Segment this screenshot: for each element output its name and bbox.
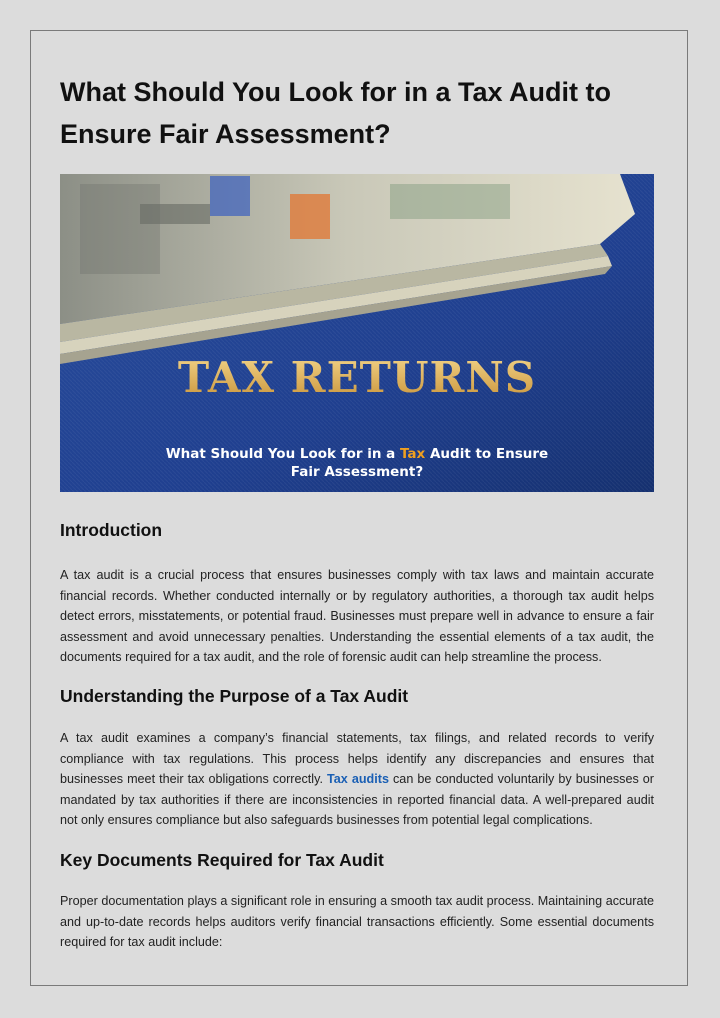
hero-caption-line2: Fair Assessment? <box>290 464 424 480</box>
section-heading-introduction: Introduction <box>60 520 163 540</box>
section-text-purpose <box>60 728 654 831</box>
purpose-text-end: can be conducted voluntarily by businesses or mandated by tax authorities if there are inconsistencies in reported financial data. A well-prepared audit not only ensures compliance but also safeguards businesses from potential legal complications. <box>60 772 654 827</box>
document-title: What Should You Look for in a Tax Audit to Ensure Fair Assessment? <box>60 77 611 149</box>
money-stack-icon <box>60 174 654 492</box>
section-text-introduction: A tax audit is a crucial process that ensures businesses comply with tax laws and maintain accurate financial records. Whether conducted internally or by regulatory authorities, a thorough tax audit helps detect errors, misstatements, or potential fraud. Businesses must prepare well in advance to ensure a fair assessment and avoid unnecessary penalties. Understanding the essential elements of a tax audit, the documents required for a tax audit, and the role of forensic audit can help streamline the process. <box>60 568 654 664</box>
section-heading-documents: Key Documents Required for Tax Audit <box>60 850 384 870</box>
section-heading-purpose: Understanding the Purpose of a Tax Audit <box>60 686 409 706</box>
document-page <box>30 30 688 986</box>
purpose-text-start: A tax audit examines a company’s financial statements, tax filings, and related records to verify compliance with tax regulations. This process helps identify any discrepancies and ensures that businesses meet their tax obligations correctly. <box>60 731 654 786</box>
section-text-documents: Proper documentation plays a significant role in ensuring a smooth tax audit process. Maintaining accurate and up-to-date records helps auditors verify financial transactions efficiently. Some essential documents required for tax audit include: <box>60 894 654 949</box>
book-title: TAX RETURNS <box>177 353 537 402</box>
tax-audits-link[interactable]: Tax audits <box>327 772 389 786</box>
hero-caption-line1: What Should You Look for in a Tax Audit to Ensure <box>165 446 549 462</box>
hero-image <box>60 174 654 492</box>
